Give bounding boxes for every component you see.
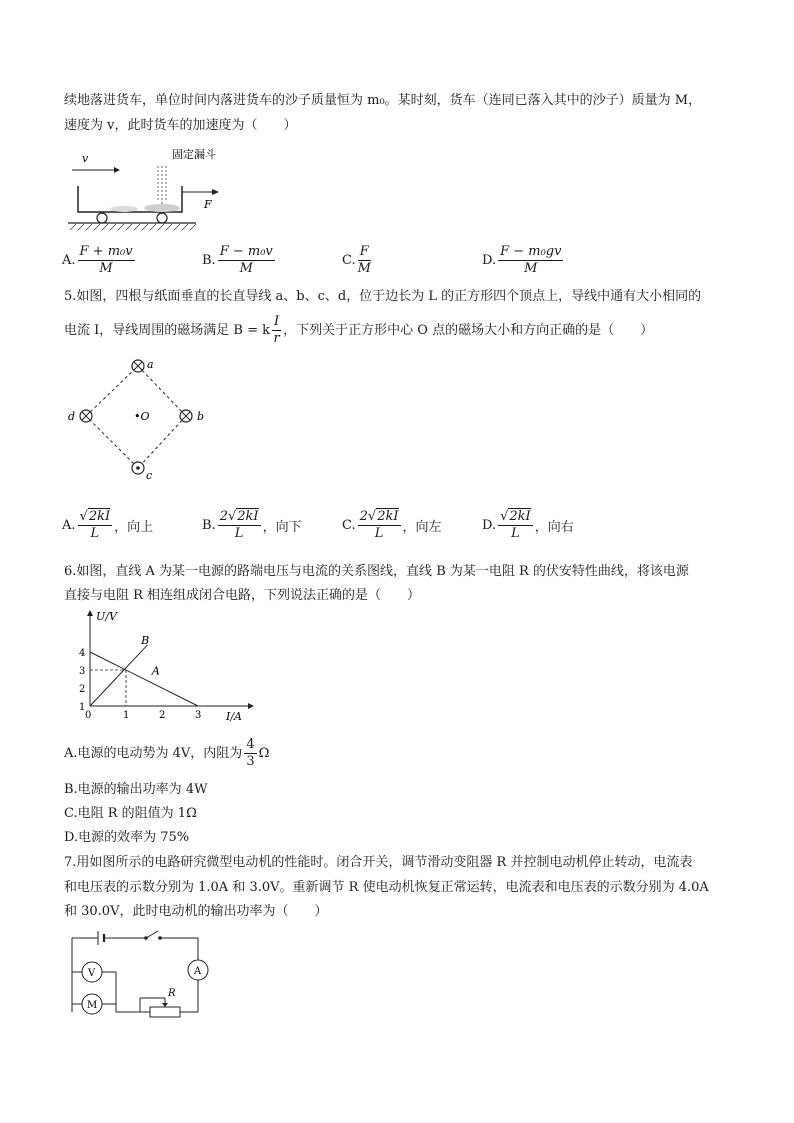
- q5-label-o: •O: [134, 410, 150, 423]
- switch-blade: [146, 931, 158, 938]
- series-label-B: B: [141, 633, 150, 647]
- q6-ui-chart: [70, 608, 260, 726]
- q5-option-d-dir: ，向右: [534, 519, 574, 535]
- q4-text-line2: 速度为 v，此时货车的加速度为（ ）: [64, 118, 297, 133]
- x-axis-label: I/A: [226, 710, 242, 723]
- x-tick-label: 3: [195, 710, 202, 721]
- voltmeter-icon: [82, 962, 102, 982]
- q7-text-line2: 和电压表的示数分别为 1.0A 和 3.0V。重新调节 R 使电动机恢复正常运转，电流表和电压表的示数分别为 4.0A: [64, 880, 709, 895]
- ammeter-icon: [188, 960, 208, 980]
- q5-option-b-rad: 2kI: [237, 509, 259, 524]
- q5-option-b-letter: B.: [202, 517, 216, 533]
- q7-text-line3: 和 30.0V，此时电动机的输出功率为（ ）: [64, 904, 328, 919]
- motor-icon: [82, 994, 102, 1014]
- series-line-B: [90, 645, 148, 706]
- q5-line2-num: I: [274, 314, 280, 329]
- q6-text-line1: 6.如图，直线 A 为某一电源的路端电压与电流的关系图线，直线 B 为某一电阻 R 的伏安特性曲线，将该电源: [64, 564, 689, 579]
- svg-text:V: V: [88, 968, 96, 979]
- q6-option-a-den: 3: [246, 754, 255, 769]
- q5-option-d[interactable]: D. $\frac{√2kI}{L}$ ，向右: [482, 509, 574, 541]
- q5-text-line2: [64, 314, 653, 347]
- q4-option-c[interactable]: [342, 244, 373, 277]
- q7-circuit-figure: [64, 926, 224, 1022]
- q6-option-b[interactable]: B.电源的输出功率为 4W: [64, 782, 208, 797]
- q4-cart-figure: [64, 146, 234, 236]
- q4-text-line1: 续地落进货车，单位时间内落进货车的沙子质量恒为 m₀。某时刻，货车（连同已落入其中的沙子）质量为 M，: [64, 93, 702, 108]
- q5-line2-pre: 电流 I，导线周围的磁场满足 B = k: [64, 322, 270, 338]
- q4-option-c-letter: C.: [342, 253, 356, 268]
- wire-d-cross-icon: [80, 410, 92, 422]
- q5-option-a[interactable]: A. $\frac{√2kI}{L}$ ，向上: [62, 509, 154, 541]
- q6-option-a-unit: Ω: [258, 745, 270, 761]
- q4-option-d[interactable]: [482, 244, 565, 277]
- q6-option-a-num: 4: [246, 737, 255, 752]
- x-tick-label: 2: [159, 710, 166, 721]
- q4-option-a[interactable]: [62, 244, 137, 277]
- q5-option-c-letter: C.: [342, 517, 356, 533]
- q4-option-a-letter: A.: [62, 253, 76, 268]
- q5-text-line1: 5.如图，四根与纸面垂直的长直导线 a、b、c、d，位于边长为 L 的正方形四个顶点上，导线中通有大小相同的: [64, 289, 702, 304]
- q5-line2-post: ，下列关于正方形中心 O 点的磁场大小和方向正确的是（ ）: [283, 322, 654, 338]
- q5-wires-figure: [60, 352, 220, 482]
- q5-option-a-rad: 2kI: [88, 509, 111, 524]
- series-label-A: A: [151, 664, 160, 678]
- q7-label-R: R: [168, 988, 176, 999]
- q4-label-hopper: 固定漏斗: [172, 148, 216, 161]
- q5-option-a-dir: ，向上: [114, 519, 154, 535]
- q6-option-a[interactable]: [64, 737, 269, 770]
- q6-text-line2: 直接与电阻 R 相连组成闭合电路，下列说法正确的是（ ）: [64, 588, 421, 603]
- q5-option-a-den: L: [90, 526, 100, 541]
- q4-option-b-num: F − m₀v: [219, 244, 273, 259]
- q5-option-d-rad: 2kI: [509, 509, 531, 524]
- q4-option-c-den: M: [357, 261, 371, 276]
- q6-option-a-pre: A.电源的电动势为 4V，内阻为: [64, 745, 243, 761]
- wire-c-dot-icon: [132, 462, 144, 474]
- q5-option-b[interactable]: B. $\frac{2√2kI}{L}$ ，向下: [202, 509, 302, 541]
- q5-option-b-coef: 2: [219, 509, 228, 524]
- q5-label-c: c: [146, 469, 153, 482]
- q4-option-d-letter: D.: [482, 253, 497, 268]
- q4-option-d-den: M: [524, 261, 538, 276]
- q5-option-c-coef: 2: [359, 509, 368, 524]
- q5-option-c-den: L: [374, 526, 384, 541]
- q5-option-c-dir: ，向左: [402, 519, 442, 535]
- x-tick-label: 0: [85, 710, 92, 721]
- q4-label-F: F: [204, 198, 212, 211]
- x-tick-label: 1: [123, 710, 130, 721]
- q5-label-d: d: [68, 410, 76, 423]
- q4-option-d-num: F − m₀gv: [500, 244, 562, 259]
- q4-option-b-den: M: [239, 261, 253, 276]
- q4-label-v: v: [82, 152, 89, 165]
- q5-label-b: b: [197, 410, 205, 423]
- q5-option-c[interactable]: C. $\frac{2√2kI}{L}$ ，向左: [342, 509, 442, 541]
- y-axis-arrow: [87, 610, 93, 616]
- wire-b-cross-icon: [180, 410, 192, 422]
- q5-option-a-letter: A.: [62, 517, 76, 533]
- q6-option-c[interactable]: C.电阻 R 的阻值为 1Ω: [64, 806, 197, 821]
- q4-option-b[interactable]: [202, 244, 277, 277]
- q4-option-a-num: F + m₀v: [79, 244, 133, 259]
- q7-text-line1: 7.用如图所示的电路研究微型电动机的性能时。闭合开关，调节滑动变阻器 R 并控制电动机停止转动，电流表: [64, 855, 693, 870]
- y-tick-label: 4: [79, 648, 86, 659]
- q4-option-c-num: F: [359, 244, 369, 259]
- q5-option-b-den: L: [234, 526, 244, 541]
- y-tick-label: 3: [79, 666, 86, 677]
- svg-text:A: A: [194, 966, 202, 977]
- y-axis-label: U/V: [96, 610, 117, 623]
- q4-option-a-den: M: [99, 261, 113, 276]
- q4-option-b-letter: B.: [202, 253, 216, 268]
- q5-option-b-dir: ，向下: [262, 519, 302, 535]
- q5-option-c-rad: 2kI: [377, 509, 399, 524]
- y-tick-label: 1: [79, 702, 86, 713]
- q5-option-d-letter: D.: [482, 517, 497, 533]
- rheostat-body: [150, 1007, 180, 1017]
- q5-line2-den: r: [273, 331, 280, 346]
- wire-a-cross-icon: [132, 360, 144, 372]
- q5-option-d-den: L: [511, 526, 520, 541]
- series-line-A: [90, 652, 198, 706]
- y-tick-label: 2: [79, 684, 86, 695]
- svg-text:M: M: [87, 1000, 98, 1011]
- q6-option-d[interactable]: D.电源的效率为 75%: [64, 830, 190, 845]
- q5-label-a: a: [147, 358, 154, 371]
- x-axis-arrow: [248, 703, 254, 709]
